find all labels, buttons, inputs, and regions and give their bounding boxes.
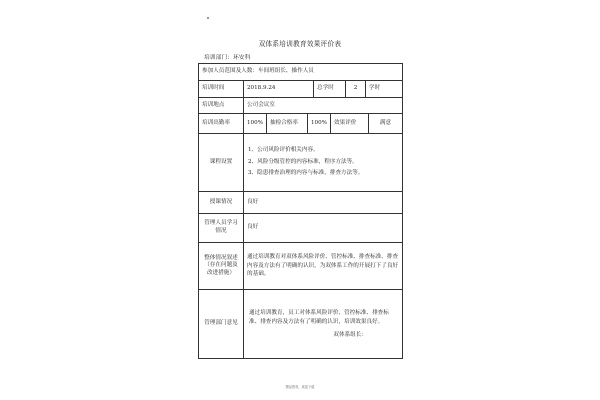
course-label: 课程设置 (199, 134, 244, 191)
time-date: 2018.9.24 (244, 81, 314, 97)
total-hours-label: 总学时 (314, 81, 346, 97)
training-department (204, 52, 250, 61)
opinion-content (244, 290, 402, 358)
course-items (244, 134, 402, 191)
overall-label-line: （存在问题及 (204, 262, 238, 269)
opinion-row (199, 290, 402, 358)
teaching-value: 良好 (247, 198, 259, 205)
course-item: 1、公司风险评价相关内容。 (248, 147, 319, 154)
place-row (199, 98, 402, 114)
pass-rate-value: 100% (308, 114, 331, 133)
manager-study-label-line: 情况 (215, 228, 227, 234)
participants-row (199, 64, 402, 81)
overall-label (199, 243, 244, 289)
page-footer: 精品资料，欢迎下载 (285, 385, 315, 389)
course-item: 3、隐患排查治理的内容与标准，排查方法等。 (248, 170, 364, 177)
opinion-label: 管理部门意见 (199, 290, 244, 358)
course-item: 2、风险分级管控的内容标准，程序方法等。 (248, 158, 358, 165)
total-hours-value: 2 (346, 81, 366, 97)
time-label: 培训时间 (199, 81, 244, 97)
overall-label-line: 改进措施） (207, 269, 235, 276)
manager-study-label (199, 214, 244, 242)
teaching-row (199, 192, 402, 214)
attendance-label: 培训出勤率 (199, 114, 244, 133)
dept-value: 环安科 (233, 55, 251, 61)
overall-label-line: 整体情况叙述 (204, 254, 238, 261)
course-row (199, 134, 402, 192)
participants-cell: 参加人员范围及人数：车间班组长、操作人员 (202, 68, 314, 75)
manager-study-value: 良好 (247, 224, 259, 231)
form-title: 双体系培训教育效果评价表 (258, 40, 342, 48)
pass-rate-label: 抽检合格率 (267, 114, 308, 133)
manager-study-row (199, 214, 402, 243)
place-label: 培训地点 (199, 98, 244, 113)
opinion-text: 通过培训教育，员工对体系风险评价、管控标准、排查标准、排查内容及方法有了明确的认识，培训效果良好。 (249, 309, 389, 325)
leader-signature: 双体系组长： (333, 331, 367, 338)
time-row (199, 81, 402, 98)
hours-unit: 学时 (369, 85, 381, 92)
effect-eval-label: 效果评价 (331, 114, 369, 133)
overall-text: 通过培训教育对双体系风险评价、管控标准、排查标准、排查内容及方法有了明确的认识，为双体系工作的开展打下了良好的基础。 (247, 254, 399, 278)
manager-study-label-line: 管理人员学习 (204, 220, 238, 227)
scan-dot (207, 17, 209, 19)
overall-row (199, 243, 402, 290)
rate-row (199, 114, 402, 134)
place-value: 公司会议室 (247, 101, 275, 108)
teaching-label: 授课情况 (199, 192, 244, 213)
effect-eval-value: 满意 (379, 119, 392, 126)
dept-label: 培训部门： (204, 55, 233, 61)
evaluation-form (198, 63, 403, 359)
attendance-value: 100% (244, 114, 267, 133)
